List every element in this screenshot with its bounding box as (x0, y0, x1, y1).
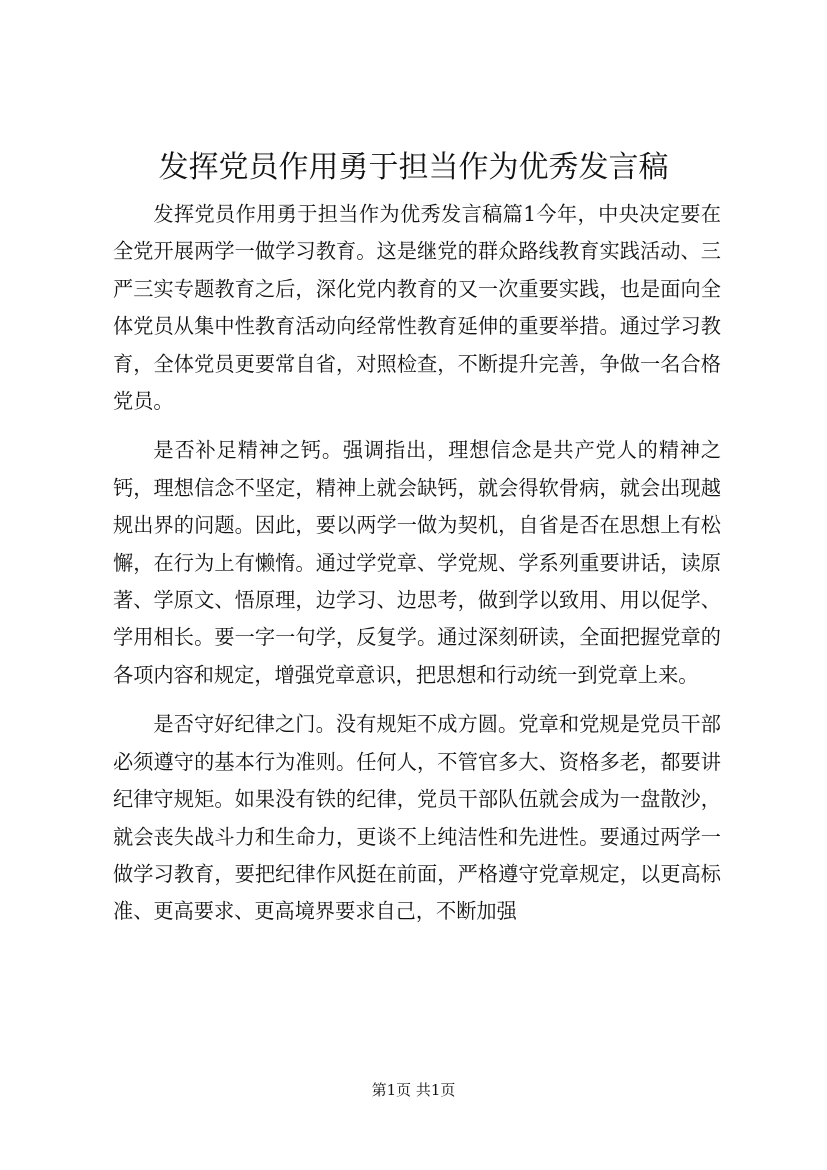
paragraph-3: 是否守好纪律之门。没有规矩不成方圆。党章和党规是党员干部必须遵守的基本行为准则。任何人，不管官多大、资格多老，都要讲纪律守规矩。如果没有铁的纪律，党员干部队伍就会成为一盘散沙，就会丧失战斗力和生命力，更谈不上纯洁性和先进性。要通过两学一做学习教育，要把纪律作风挺在前面，严格遵守党章规定，以更高标准、更高要求、更高境界要求自己，不断加强 (113, 712, 721, 924)
document-body (113, 196, 721, 943)
page-footer: 第1页 共1页 (371, 1081, 456, 1099)
paragraph-1: 发挥党员作用勇于担当作为优秀发言稿篇1今年，中央决定要在全党开展两学一做学习教育。这是继党的群众路线教育实践活动、三严三实专题教育之后，深化党内教育的又一次重要实践，也是面向全体党员从集中性教育活动向经常性教育延伸的重要举措。通过学习教育，全体党员更要常自省，对照检查，不断提升完善，争做一名合格党员。 (113, 202, 721, 414)
paragraph-2: 是否补足精神之钙。强调指出，理想信念是共产党人的精神之钙，理想信念不坚定，精神上就会缺钙，就会得软骨病，就会出现越规出界的问题。因此，要以两学一做为契机，自省是否在思想上有松懈，在行为上有懒惰。通过学党章、学党规、学系列重要讲话，读原著、学原文、悟原理，边学习、边思考，做到学以致用、用以促学、学用相长。要一字一句学，反复学。通过深刻研读，全面把握党章的各项内容和规定，增强党章意识，把思想和行动统一到党章上来。 (113, 438, 721, 687)
document-title: 发挥党员作用勇于担当作为优秀发言稿 (158, 150, 669, 185)
